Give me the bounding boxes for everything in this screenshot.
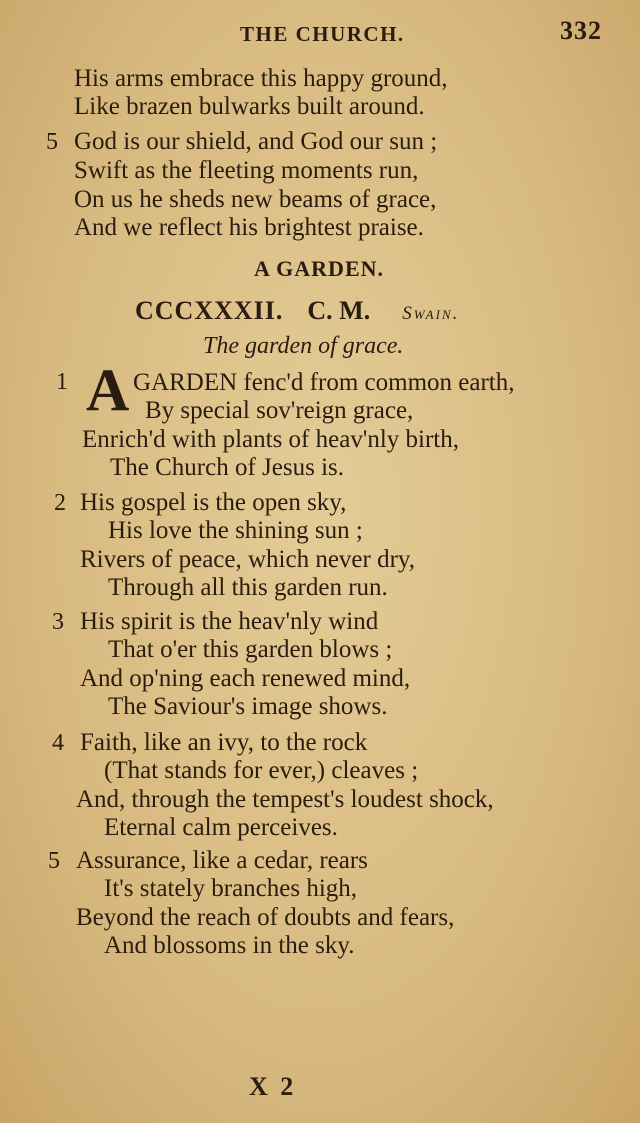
hymn-tune: Swain. — [402, 303, 460, 324]
verse-number: 5 — [46, 129, 58, 155]
verse-line: The Church of Jesus is. — [110, 454, 344, 481]
verse-line: Assurance, like a cedar, rears — [76, 847, 368, 874]
verse-number: 1 — [56, 369, 68, 395]
hymn-number: CCCXXXII. — [135, 296, 284, 325]
page-number: 332 — [560, 16, 602, 45]
hymn-meter: C. M. — [307, 296, 371, 325]
verse-line: Beyond the reach of doubts and fears, — [76, 904, 455, 931]
verse-line: GARDEN fenc'd from common earth, — [133, 369, 515, 396]
verse-line: On us he sheds new beams of grace, — [74, 186, 437, 213]
verse-number: 4 — [52, 730, 64, 756]
verse-line: And op'ning each renewed mind, — [80, 665, 411, 692]
verse-line: (That stands for ever,) cleaves ; — [104, 757, 419, 784]
verse-line: Swift as the fleeting moments run, — [74, 157, 419, 184]
verse-number: 5 — [48, 848, 60, 874]
hymn-heading — [135, 296, 459, 326]
verse-line: And we reflect his brightest praise. — [74, 214, 424, 241]
verse-line: Like brazen bulwarks built around. — [74, 93, 425, 120]
verse-line: Rivers of peace, which never dry, — [80, 546, 416, 573]
verse-line: Enrich'd with plants of heav'nly birth, — [82, 426, 459, 453]
section-title: A GARDEN. — [254, 256, 385, 281]
verse-line: His arms embrace this happy ground, — [74, 65, 448, 92]
verse-number: 3 — [52, 609, 64, 635]
verse-line: Through all this garden run. — [108, 574, 388, 601]
hymn-subtitle: The garden of grace. — [203, 333, 404, 359]
verse-number: 2 — [54, 490, 66, 516]
verse-line: The Saviour's image shows. — [108, 693, 388, 720]
verse-line: God is our shield, and God our sun ; — [74, 128, 438, 155]
verse-line: That o'er this garden blows ; — [108, 636, 393, 663]
drop-cap: A — [86, 357, 130, 423]
verse-line: Eternal calm perceives. — [104, 814, 338, 841]
verse-line: It's stately branches high, — [104, 875, 358, 902]
verse-line: His spirit is the heav'nly wind — [80, 608, 379, 635]
verse-line: His gospel is the open sky, — [80, 489, 347, 516]
verse-line: By special sov'reign grace, — [145, 397, 414, 424]
signature-mark: X 2 — [249, 1072, 297, 1101]
verse-line: His love the shining sun ; — [108, 517, 363, 544]
verse-line: Faith, like an ivy, to the rock — [80, 729, 368, 756]
verse-line: And blossoms in the sky. — [104, 932, 355, 959]
verse-line: And, through the tempest's loudest shock, — [76, 786, 494, 813]
running-head: THE CHURCH. — [240, 22, 405, 46]
